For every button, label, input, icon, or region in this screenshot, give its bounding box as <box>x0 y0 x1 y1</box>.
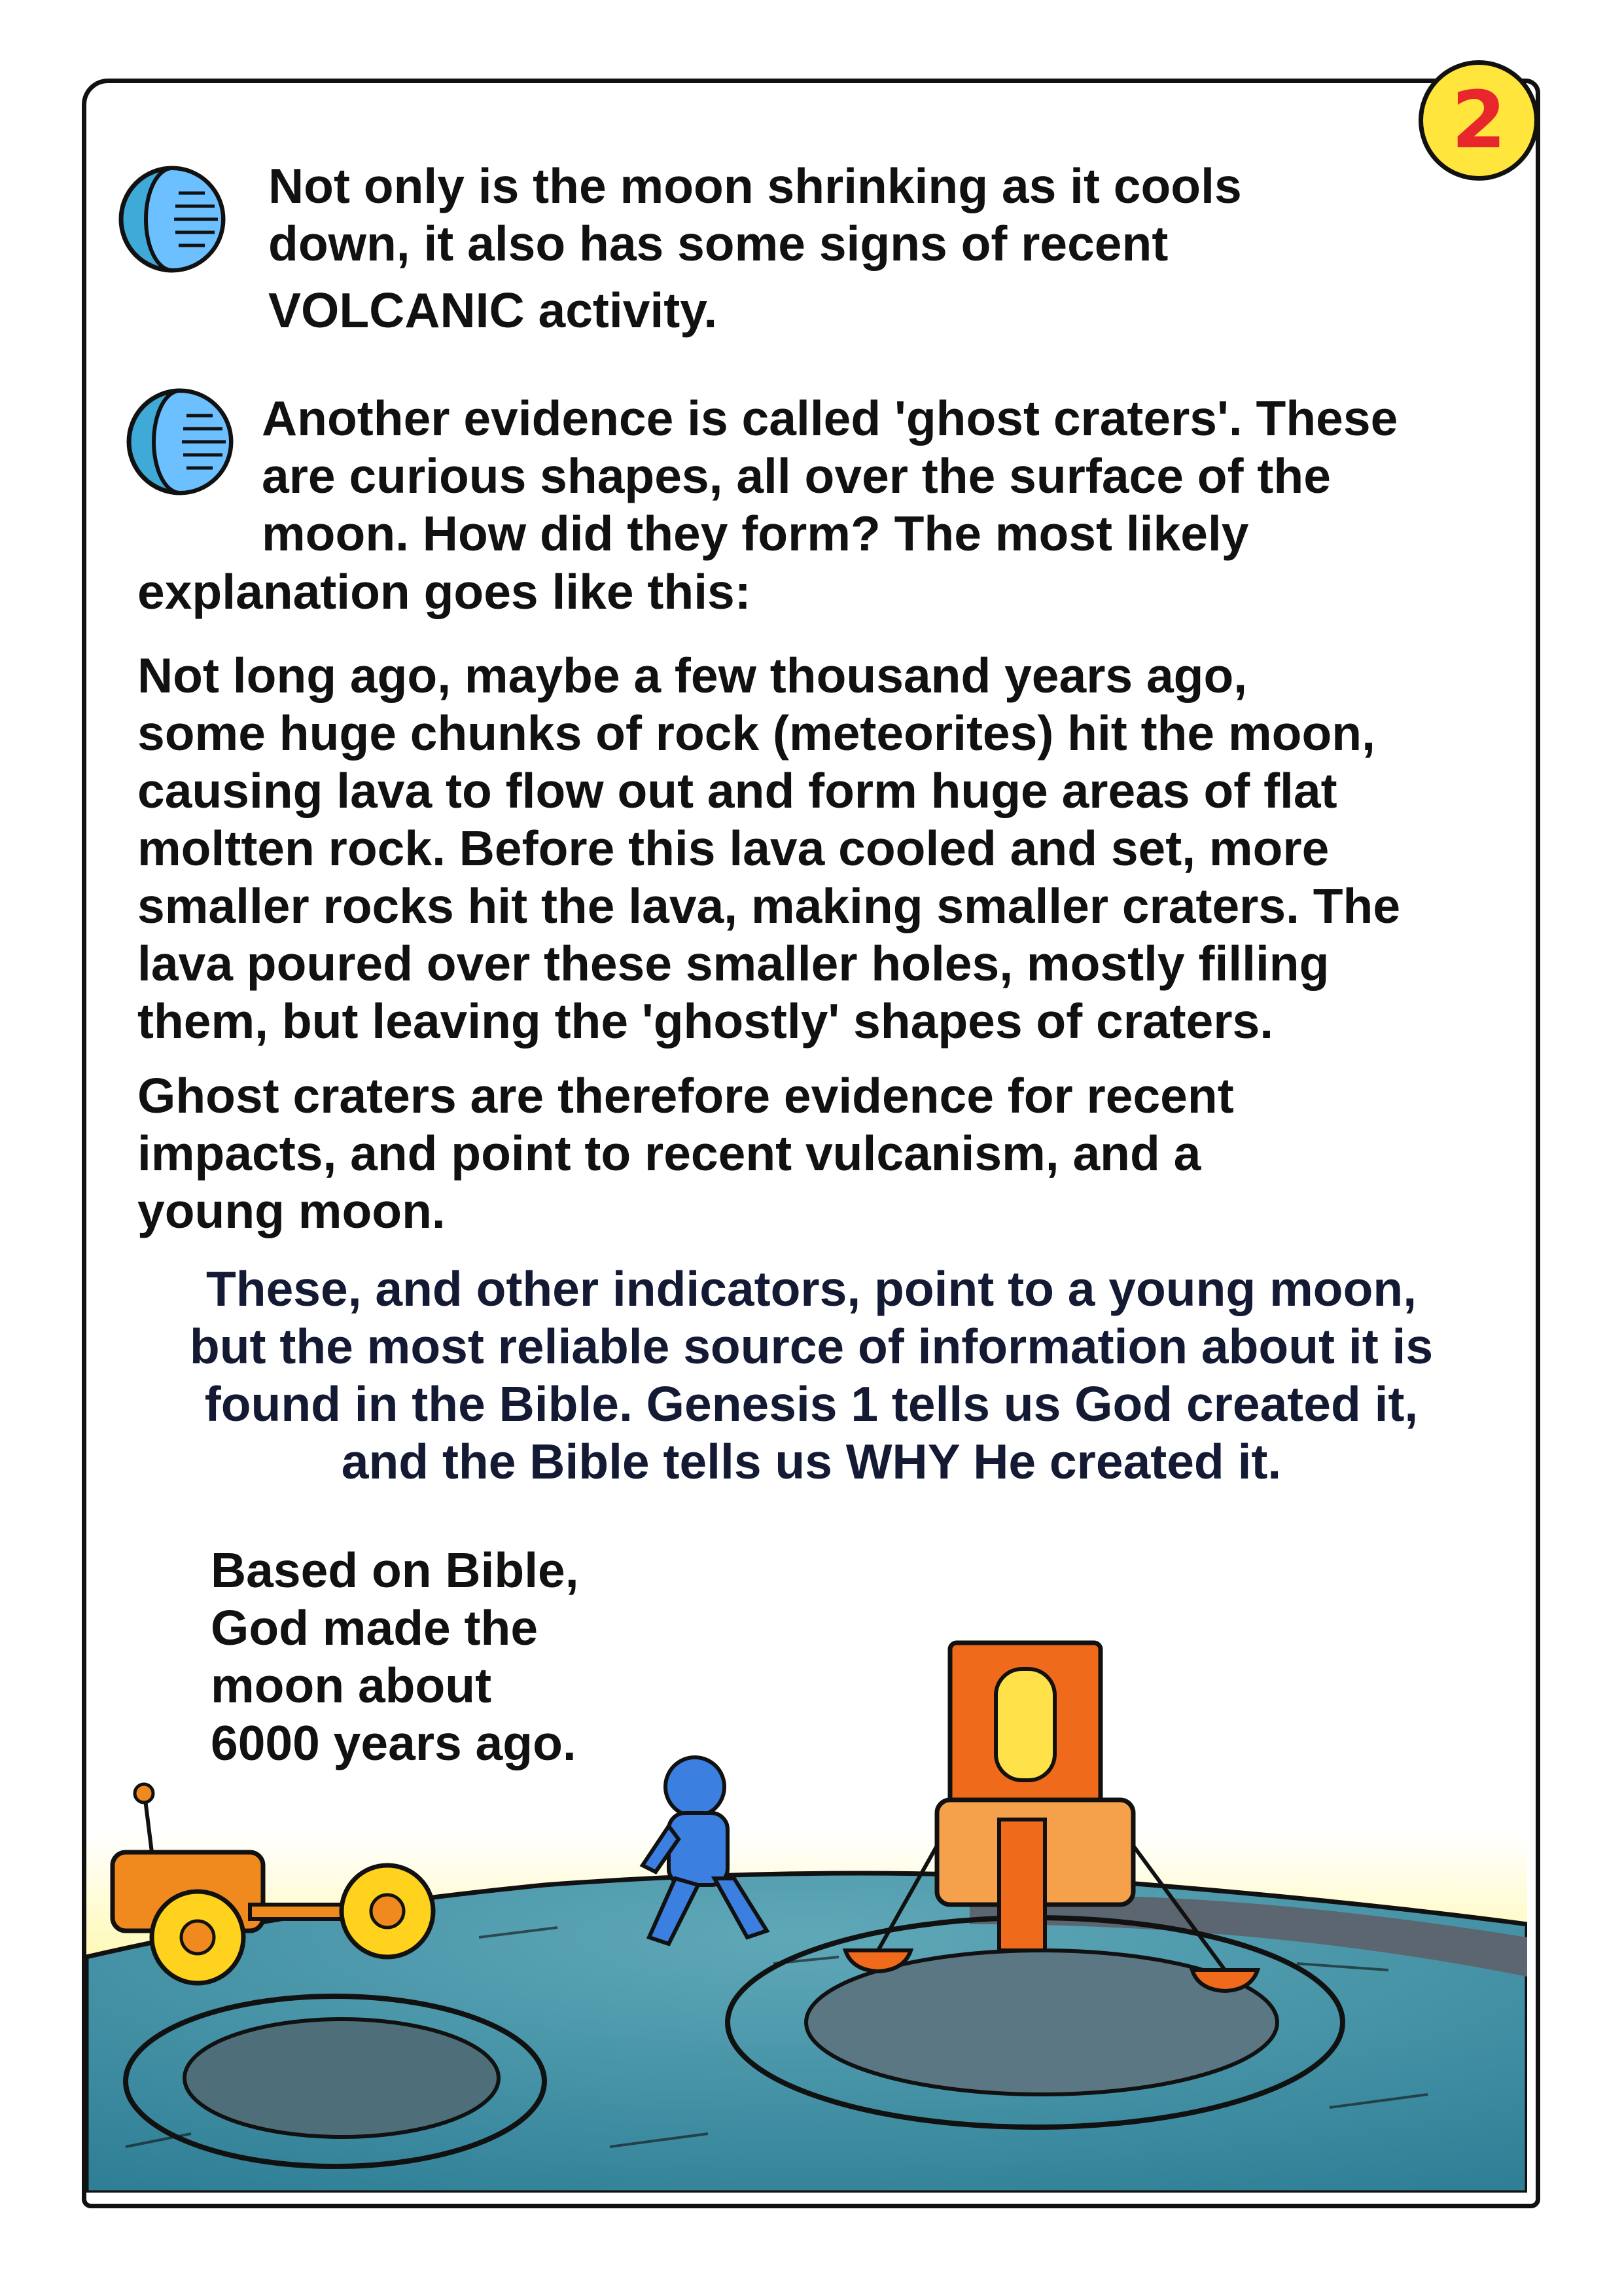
text-line: down, it also has some signs of recent <box>268 216 1169 271</box>
text-line: them, but leaving the 'ghostly' shapes of craters. <box>137 994 1274 1049</box>
text-line: moon. How did they form? The most likely <box>262 506 1249 561</box>
moon-bullet-icon <box>124 386 236 497</box>
text-line: impacts, and point to recent vulcanism, and a <box>137 1126 1201 1181</box>
text-line: VOLCANIC activity. <box>268 283 718 338</box>
text-line: young moon. <box>137 1183 446 1238</box>
moon-bullet-icon <box>116 164 228 275</box>
moon-landscape-illustration <box>86 1571 1527 2193</box>
text-line: Based on Bible, <box>211 1543 579 1598</box>
text-line: These, and other indicators, point to a young moon, <box>205 1261 1417 1316</box>
text-line: found in the Bible. Genesis 1 tells us God created it, <box>204 1376 1419 1431</box>
text-line: explanation goes like this: <box>137 564 751 619</box>
text-line: moltten rock. Before this lava cooled and set, more <box>137 821 1330 876</box>
paragraph-explanation <box>137 647 1400 1050</box>
text-line: God made the <box>211 1600 538 1655</box>
text-line: causing lava to flow out and form huge areas of flat <box>137 763 1337 818</box>
text-line: but the most reliable source of information about it is <box>189 1319 1434 1374</box>
text-line: some huge chunks of rock (meteorites) hit the moon, <box>137 706 1375 761</box>
text-line: lava poured over these smaller holes, mostly filling <box>137 936 1330 991</box>
text-line: Ghost craters are therefore evidence for recent <box>137 1068 1234 1123</box>
ghost-crater <box>185 2019 499 2137</box>
text-line: Another evidence is called 'ghost craters'. These <box>262 391 1398 446</box>
text-line: moon about <box>211 1658 492 1713</box>
text-line: smaller rocks hit the lava, making smaller craters. The <box>137 878 1401 933</box>
text-line: are curious shapes, all over the surface of the <box>262 448 1331 503</box>
paragraph-bible <box>141 1260 1482 1490</box>
page-number-badge <box>1419 60 1539 181</box>
page-number: 2 <box>1451 75 1506 166</box>
paragraph-shrinking-moon <box>268 157 1242 272</box>
text-line: Not only is the moon shrinking as it cools <box>268 158 1242 213</box>
text-line: 6000 years ago. <box>211 1715 576 1770</box>
text-line: Not long ago, maybe a few thousand years ago, <box>137 648 1248 703</box>
paragraph-evidence <box>137 1067 1234 1240</box>
text-line: and the Bible tells us WHY He created it. <box>341 1434 1282 1489</box>
paragraph-ghost-craters <box>262 389 1398 562</box>
